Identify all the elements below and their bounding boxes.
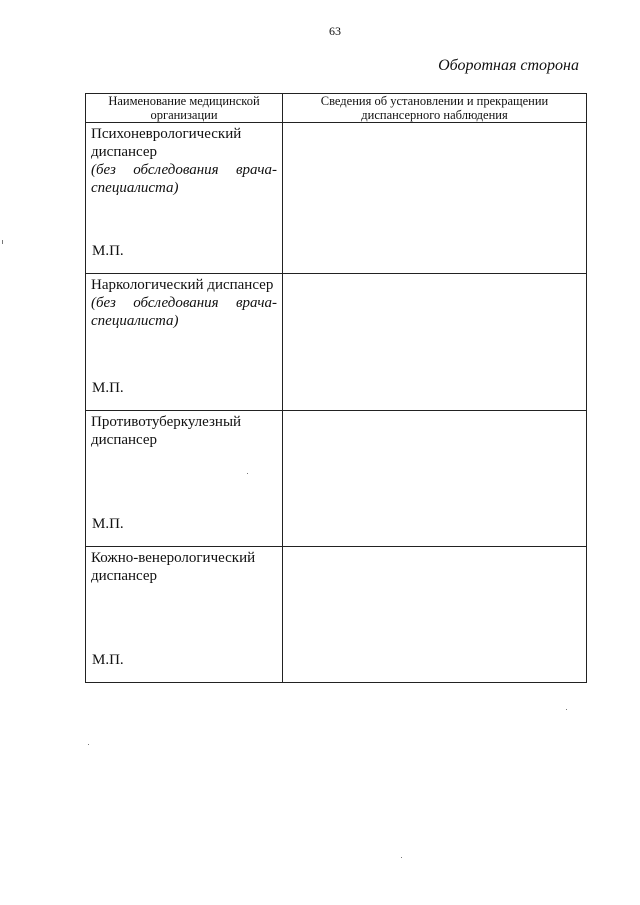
observation-info-cell [283,411,587,547]
scan-speck [566,709,567,710]
observation-info-cell [283,547,587,683]
observation-info-cell [283,123,587,274]
organization-name: Противотуберкулезный диспансер [91,414,242,448]
organization-cell [86,411,283,547]
organization-cell [86,547,283,683]
table-header-row [86,94,587,123]
organization-name: Психоневрологический диспансер [91,126,242,160]
organization-name: Кожно-венерологический диспансер [91,550,256,584]
header-organization: Наименование медицинской организации [86,94,283,123]
table-row [86,547,587,683]
stamp-label: М.П. [92,243,124,259]
stamp-label: М.П. [92,380,124,396]
observation-info-cell [283,274,587,411]
organization-name: Наркологический диспансер [91,277,274,293]
table-row [86,411,587,547]
scan-speck [2,240,3,244]
table-row [86,274,587,411]
organization-cell [86,274,283,411]
page-number: 63 [329,24,341,38]
organization-note: (без обследования врача-специалиста) [91,162,277,196]
table-row [86,123,587,274]
page-side-label: Оборотная сторона [438,57,579,74]
dispensary-table [85,93,587,683]
organization-note: (без обследования врача-специалиста) [91,295,277,329]
stamp-label: М.П. [92,516,124,532]
organization-cell [86,123,283,274]
scan-speck [247,473,248,474]
scan-speck [401,857,402,858]
scan-speck [88,744,89,745]
stamp-label: М.П. [92,652,124,668]
header-observation-info: Сведения об установлении и прекращении диспансерного наблюдения [283,94,587,123]
